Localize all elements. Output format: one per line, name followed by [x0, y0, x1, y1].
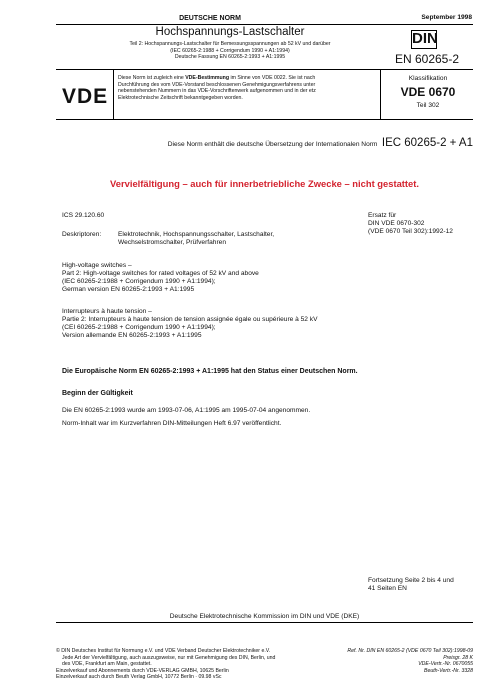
french-title-line: Version allemande EN 60265-2:1993 + A1:1995 [62, 332, 202, 339]
vde-logo: VDE [62, 85, 109, 108]
validity-line: Norm-Inhalt war im Kurzverfahren DIN-Mitteilungen Heft 6.97 veröffentlicht. [62, 420, 282, 427]
classification-part: Teil 302 [416, 102, 440, 109]
title-line: Teil 2: Hochspannungs-Lastschalter für Bemessungsspannungen ab 52 kV und darüber [129, 41, 331, 47]
french-title-line: Interrupteurs à haute tension – [62, 308, 152, 315]
iec-statement-text: Diese Norm enthält die deutsche Übersetzung der Internationalen Norm [167, 141, 378, 148]
footer-right-line: Preisgr. 28 K [443, 654, 473, 661]
english-title-line: Part 2: High-voltage switches for rated voltages of 52 kV and above [62, 270, 259, 277]
vde-note-line: Durchführung des vom VDE-Vorstand beschlossenen Genehmigungsverfahrens unter [118, 81, 316, 88]
class-divider [380, 70, 381, 119]
title-line: (IEC 60265-2:1988 + Corrigendum 1990 + A1:1994) [170, 47, 290, 54]
validity-line: Die EN 60265-2:1993 wurde am 1993-07-06, A1:1995 am 1995-07-04 angenommen. [62, 407, 311, 414]
norm-type: DEUTSCHE NORM [179, 15, 241, 22]
footer-left-line: Jede Art der Vervielfältigung, auch auszugsweise, nur mit Genehmigung des DIN, Berlin, und [62, 654, 276, 661]
replaces-line: Ersatz für [368, 212, 397, 219]
footer-right-line: Ref. Nr. DIN EN 60265-2 (VDE 0670 Teil 302):1998-09 [347, 648, 473, 654]
replaces-line: DIN VDE 0670-302 [368, 220, 425, 227]
english-title-line: German version EN 60265-2:1993 + A1:1995 [62, 286, 195, 293]
footer-rule [56, 622, 473, 623]
iec-statement [56, 133, 473, 151]
vde-divider [113, 70, 114, 119]
descriptors-line: Elektrotechnik, Hochspannungsschalter, Lastschalter, [118, 231, 275, 238]
descriptors-line: Wechselstromschalter, Prüfverfahren [118, 239, 226, 246]
footer-left-line: des VDE, Frankfurt am Main, gestattet. [62, 661, 152, 667]
vde-note-line: Elektrotechnische Zeitschrift bekanntgegeben worden. [118, 94, 243, 101]
vde-note-part: Diese Norm ist zugleich eine [118, 75, 186, 81]
title-line: Deutsche Fassung EN 60265-2:1993 + A1:1995 [174, 54, 286, 60]
din-logo: DIN [412, 30, 438, 47]
classification-label: Klassifikation [408, 75, 448, 82]
publication-date: September 1998 [421, 14, 472, 21]
copy-warning: Vervielfältigung – auch für innerbetriebliche Zwecke – nicht gestattet. [110, 178, 419, 189]
vde-note-part: im Sinne von VDE 0022. Sie ist nach [229, 75, 316, 81]
classification-number: VDE 0670 [400, 85, 456, 99]
vde-note-emphasis: VDE-Bestimmung [185, 75, 229, 81]
descriptors-label: Deskriptoren: [62, 231, 102, 238]
ics-code: ICS 29.120.60 [62, 212, 105, 219]
footer-right-line: VDE-Vertr.-Nr. 0670055 [418, 661, 473, 667]
commission: Deutsche Elektrotechnische Kommission im DIN und VDE (DKE) [169, 613, 360, 620]
validity-heading: Beginn der Gültigkeit [62, 390, 133, 397]
english-title-line: High-voltage switches – [62, 262, 132, 269]
iec-number: IEC 60265-2 + A1 [381, 137, 473, 149]
status-statement: Die Europäische Norm EN 60265-2:1993 + A1:1995 hat den Status einer Deutschen Norm. [62, 368, 358, 375]
replaces-line: (VDE 0670 Teil 302):1992-12 [368, 228, 453, 235]
vde-note-line: nebenstehenden Nummern in das VDE-Vorschriftenwerk aufgenommen und in der etz [118, 88, 316, 94]
footer-left-line: Einzelverkauf auch durch Beuth Verlag GmbH, 10772 Berlin · 09.98 vSc [56, 674, 222, 680]
document-title: Hochspannungs-Lastschalter [155, 26, 305, 38]
footer-right-line: Beuth-Vertr.-Nr. 3328 [423, 667, 473, 674]
continuation-line: Fortsetzung Seite 2 bis 4 und [368, 577, 454, 584]
section-rule [56, 69, 473, 70]
section-rule [56, 119, 473, 120]
footer-left-line: © DIN Deutsches Institut für Normung e.V. und VDE Verband Deutscher Elektrotechniker e.V. [56, 648, 271, 654]
din-standard-number: EN 60265-2 [394, 52, 460, 66]
english-title-line: (IEC 60265-2:1988 + Corrigendum 1990 + A1:1994); [62, 278, 216, 285]
french-title-line: Partie 2: Interrupteurs à haute tension de tension assignée égale ou supérieure à 52 kV [62, 316, 318, 323]
french-title-line: (CEI 60265-2:1988 + Corrigendum 1990 + A1:1994); [62, 324, 216, 331]
continuation-line: 41 Seiten EN [368, 585, 407, 592]
vde-note-line-1 [118, 75, 315, 81]
footer-left-line: Einzelverkauf und Abonnements durch VDE-VERLAG GMBH, 10625 Berlin [56, 667, 229, 674]
